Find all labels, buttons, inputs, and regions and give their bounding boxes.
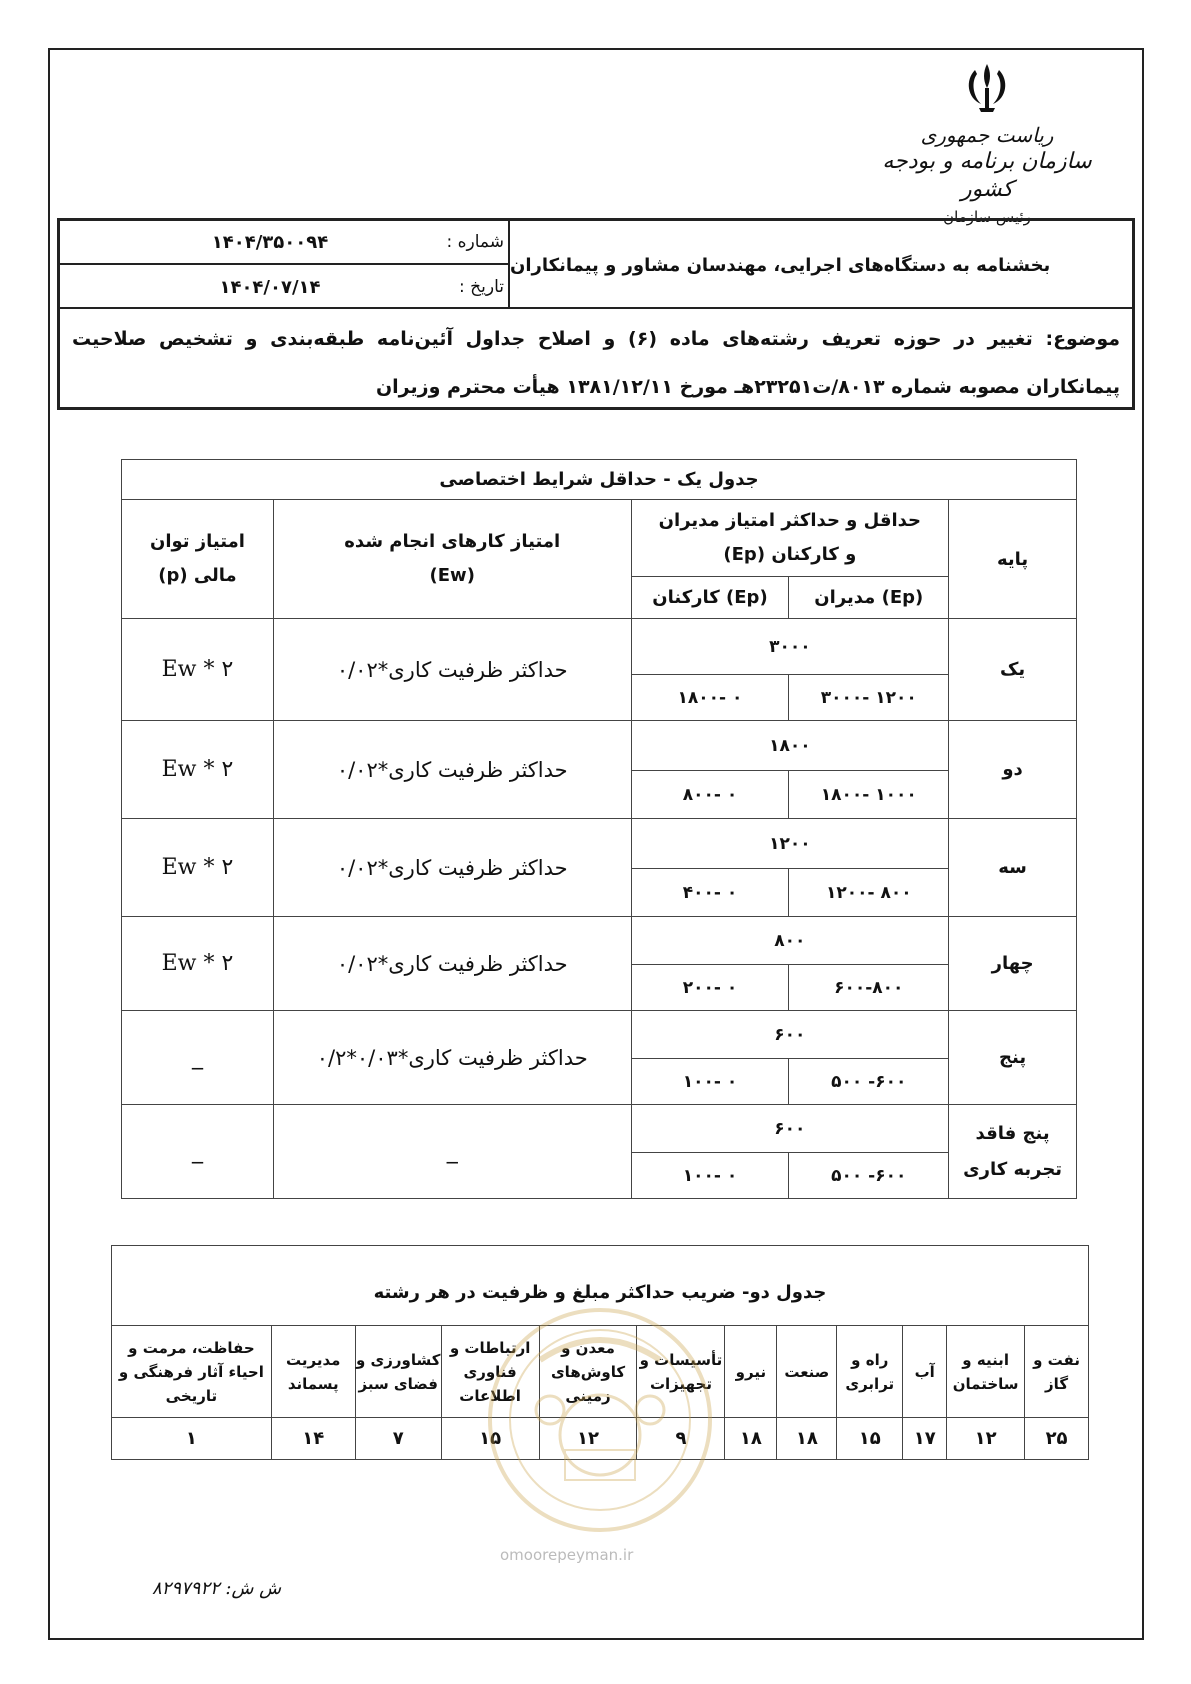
- ep-managers-cell: ۶۰۰- ۵۰۰: [789, 1059, 949, 1105]
- watermark-site: omoorepeyman.ir: [500, 1546, 634, 1564]
- letter-meta-box: [57, 218, 1135, 410]
- field-header: صنعت: [777, 1326, 837, 1418]
- field-header: کشاورزی و فضای سبز: [355, 1326, 441, 1418]
- coefficient-cell: ۱۲: [539, 1418, 637, 1460]
- meta-number-date: [60, 221, 510, 309]
- iran-emblem-icon: [957, 58, 1017, 118]
- ep-staff-cell: ۰ -۱۸۰۰: [631, 675, 789, 721]
- recipients: بخشنامه به دستگاه‌های اجرایی، مهندسان مشاور و پیمانکاران: [510, 254, 1051, 276]
- grade-cell: سه: [949, 819, 1077, 917]
- ep-managers-cell: ۶۰۰-۸۰۰: [789, 965, 949, 1011]
- p-cell: ۲ * Ew: [122, 819, 274, 917]
- ep-staff-cell: ۰ -۲۰۰: [631, 965, 789, 1011]
- field-header: راه و ترابری: [837, 1326, 903, 1418]
- coefficient-cell: ۱۸: [725, 1418, 777, 1460]
- field-header: ارتباطات و فناوری اطلاعات: [441, 1326, 539, 1418]
- p-cell: ۲ * Ew: [122, 619, 274, 721]
- letterhead: [867, 58, 1107, 226]
- ep-staff-cell: ۰ -۸۰۰: [631, 771, 789, 819]
- organization-name: سازمان برنامه و بودجه کشور: [882, 149, 1092, 202]
- letter-number-label: شماره :: [446, 232, 504, 252]
- ep-total-cell: ۱۸۰۰: [631, 721, 949, 771]
- ep-staff-cell: ۰ -۴۰۰: [631, 869, 789, 917]
- table-one-caption: جدول یک - حداقل شرایط اختصاصی: [122, 460, 1077, 500]
- coefficient-cell: ۷: [355, 1418, 441, 1460]
- presidency-text: ریاست جمهوری: [920, 123, 1054, 147]
- field-header: آب: [903, 1326, 947, 1418]
- grade-cell: پنج فاقد تجربه کاری: [949, 1105, 1077, 1199]
- ep-managers-cell: ۸۰۰ -۱۲۰۰: [789, 869, 949, 917]
- head-title: رئیس سازمان: [943, 208, 1031, 226]
- field-header: حفاظت، مرمت و احیاء آثار فرهنگی و تاریخی: [112, 1326, 272, 1418]
- ep-managers-cell: ۱۲۰۰ -۳۰۰۰: [789, 675, 949, 721]
- ep-total-cell: ۸۰۰: [631, 917, 949, 965]
- table-two-caption: جدول دو- ضریب حداکثر مبلغ و ظرفیت در هر رشته: [112, 1246, 1089, 1326]
- ep-total-cell: ۶۰۰: [631, 1105, 949, 1153]
- coefficient-cell: ۱۵: [441, 1418, 539, 1460]
- ep-managers-cell: ۱۰۰۰ -۱۸۰۰: [789, 771, 949, 819]
- p-cell: _: [122, 1105, 274, 1199]
- ep-total-cell: ۶۰۰: [631, 1011, 949, 1059]
- header-ep-staff: (Ep) کارکنان: [631, 577, 789, 619]
- ew-cell: حداکثر ظرفیت کاری*۰/۰۲: [273, 721, 631, 819]
- ew-cell: حداکثر ظرفیت کاری*۰/۰۲: [273, 917, 631, 1011]
- footer-code: ش ش: ۸۲۹۷۹۲۲: [152, 1578, 282, 1599]
- header-ep: حداقل و حداکثر امتیاز مدیران و کارکنان (Ep): [631, 500, 949, 577]
- grade-cell: یک: [949, 619, 1077, 721]
- ew-cell: حداکثر ظرفیت کاری*۰/۰۲: [273, 819, 631, 917]
- letter-number-row: [60, 221, 510, 265]
- meta-top-row: [60, 221, 1132, 309]
- letter-date-label: تاریخ :: [459, 277, 504, 297]
- coefficient-cell: ۱۴: [271, 1418, 355, 1460]
- ew-cell: _: [273, 1105, 631, 1199]
- field-header: نیرو: [725, 1326, 777, 1418]
- header-p: امتیاز توان مالی (p): [122, 500, 274, 619]
- letter-date-value: ۱۴۰۴/۰۷/۱۴: [219, 276, 321, 298]
- ep-staff-cell: ۰ -۱۰۰: [631, 1153, 789, 1199]
- coefficient-cell: ۹: [637, 1418, 725, 1460]
- ep-staff-cell: ۰ -۱۰۰: [631, 1059, 789, 1105]
- ep-total-cell: ۱۲۰۰: [631, 819, 949, 869]
- coefficient-cell: ۱۵: [837, 1418, 903, 1460]
- coefficient-cell: ۱۲: [947, 1418, 1025, 1460]
- p-cell: _: [122, 1011, 274, 1105]
- table-one: [121, 459, 1077, 1199]
- coefficient-cell: ۲۵: [1025, 1418, 1089, 1460]
- ep-total-cell: ۳۰۰۰: [631, 619, 949, 675]
- grade-cell: دو: [949, 721, 1077, 819]
- coefficient-cell: ۱: [112, 1418, 272, 1460]
- coefficient-cell: ۱۸: [777, 1418, 837, 1460]
- field-header: مدیریت پسماند: [271, 1326, 355, 1418]
- ew-cell: حداکثر ظرفیت کاری*۰/۰۲: [273, 619, 631, 721]
- letter-date-row: [60, 265, 510, 309]
- ew-cell: حداکثر ظرفیت کاری*۰/۰۳*۰/۲: [273, 1011, 631, 1105]
- field-header: نفت و گاز: [1025, 1326, 1089, 1418]
- header-ep-managers: (Ep) مدیران: [789, 577, 949, 619]
- p-cell: ۲ * Ew: [122, 917, 274, 1011]
- header-ew: امتیاز کارهای انجام شده (Ew): [273, 500, 631, 619]
- grade-cell: چهار: [949, 917, 1077, 1011]
- field-header: معدن و کاوش‌های زمینی: [539, 1326, 637, 1418]
- field-header: تأسیسات و تجهیزات: [637, 1326, 725, 1418]
- coefficient-cell: ۱۷: [903, 1418, 947, 1460]
- watermark-seal-icon: [480, 1300, 720, 1540]
- grade-cell: پنج: [949, 1011, 1077, 1105]
- p-cell: ۲ * Ew: [122, 721, 274, 819]
- ep-managers-cell: ۶۰۰- ۵۰۰: [789, 1153, 949, 1199]
- field-header: ابنیه و ساختمان: [947, 1326, 1025, 1418]
- letter-number-value: ۱۴۰۴/۳۵۰۰۹۴: [211, 231, 329, 253]
- letter-subject: موضوع: تغییر در حوزه تعریف رشته‌های ماده (۶) و اصلاح جداول آئین‌نامه طبقه‌بندی و تشخیص صلاحیت پیمانکاران مصوبه شماره ۸۰۱۳/ت۲۳۲۵۱هـ مورخ ۱۳۸۱/۱۲/۱۱ هیأت محترم وزیران: [72, 328, 1121, 398]
- header-grade: پایه: [949, 500, 1077, 619]
